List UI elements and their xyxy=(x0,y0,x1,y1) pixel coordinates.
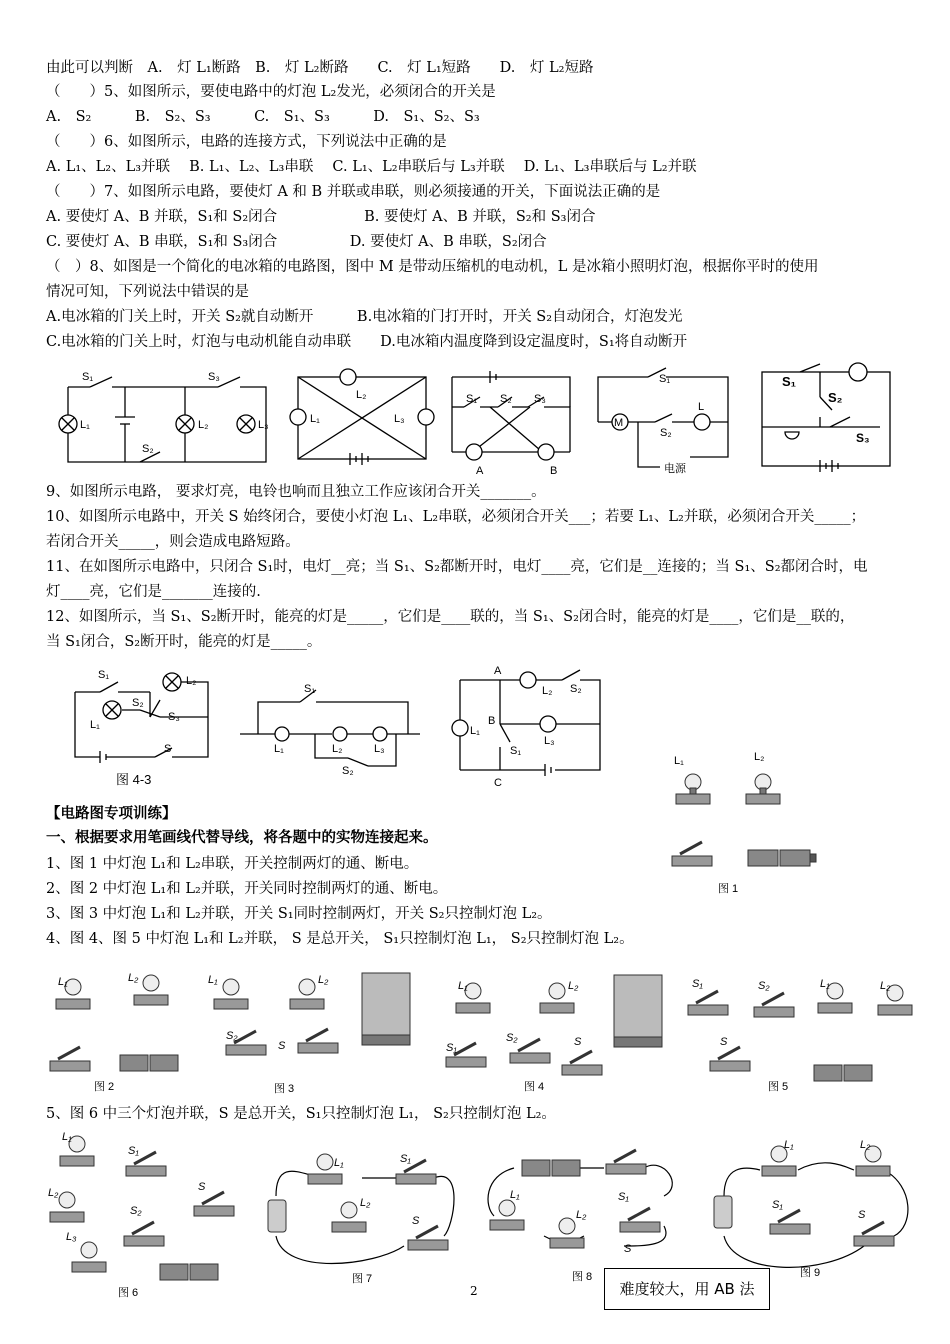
question-5: （ ）5、如图所示，要使电路中的灯泡 L₂发光，必须闭合的开关是 xyxy=(46,84,496,100)
label-l1: L₁ xyxy=(310,413,320,425)
caption-fig-1: 图 1 xyxy=(718,883,739,895)
label-s3: S₃ xyxy=(168,711,180,723)
question-11: 11、在如图所示电路中，只闭合 S₁时，电灯__亮；当 S₁、S₂都断开时，电灯____亮，它们是__连接的；当 S₁、S₂都闭合时，电 xyxy=(46,559,868,575)
question-8-options-cd: C.电冰箱的门关上时，灯泡与电动机能自动串联 D.电冰箱内温度降到设定温度时，S₁将自动断开 xyxy=(46,334,688,350)
label-l2: L₂ xyxy=(128,972,139,984)
label-l1: L₁ xyxy=(334,1157,344,1169)
label-s2: S₂ xyxy=(506,1032,518,1044)
label-l1: L₁ xyxy=(510,1189,520,1201)
label-l3: L₃ xyxy=(258,419,269,431)
bulb-icon xyxy=(550,1218,584,1248)
text-line: 由此可以判断 A. 灯 L₁断路 B. 灯 L₂断路 C. 灯 L₁短路 D. 灯 L₂短路 xyxy=(46,60,594,76)
label-s1: S₁ xyxy=(772,1199,783,1211)
battery-icon xyxy=(714,1196,732,1228)
question-10: 10、如图所示电路中，开关 S 始终闭合，要使小灯泡 L₁、L₂串联，必须闭合开关___；若要 L₁、L₂并联，必须闭合开关_____； xyxy=(46,509,866,525)
label-power: 电源 xyxy=(664,463,686,475)
question-8-options-ab: A.电冰箱的门关上时，开关 S₂就自动断开 B.电冰箱的门打开时，开关 S₂自动闭合，灯泡发光 xyxy=(46,309,683,325)
label-s2: S₂ xyxy=(130,1205,142,1217)
label-l3: L₃ xyxy=(544,735,555,747)
circuit-q7 xyxy=(452,371,570,460)
caption-fig-6: 图 6 xyxy=(118,1287,139,1299)
switch-icon xyxy=(194,1192,234,1216)
label-s: S xyxy=(624,1243,632,1255)
label-s2: S₂ xyxy=(828,390,843,405)
label-l2: L₂ xyxy=(332,743,343,755)
label-l2: L₂ xyxy=(860,1139,871,1151)
label-l2: L₂ xyxy=(318,974,329,986)
page-number: 2 xyxy=(470,1284,478,1298)
label-s3: S₃ xyxy=(856,431,870,445)
label-l1: L₁ xyxy=(90,719,100,731)
switch-icon xyxy=(854,1222,894,1246)
switch-icon xyxy=(710,1047,750,1071)
wires-fig-9 xyxy=(724,1163,908,1268)
figure-1 xyxy=(668,750,828,890)
label-l2: L₂ xyxy=(48,1187,59,1199)
label-l1: L₁ xyxy=(470,725,480,737)
label-s2: S₂ xyxy=(570,683,582,695)
label-s2: S₂ xyxy=(342,765,354,777)
bulb-icon xyxy=(746,774,780,804)
label-s3: S₃ xyxy=(534,393,546,405)
label-l1: L₁ xyxy=(784,1139,794,1151)
label-l1: L₁ xyxy=(458,980,468,992)
caption-fig-4: 图 4 xyxy=(524,1081,545,1093)
label-s: S xyxy=(574,1036,582,1048)
battery-icon xyxy=(120,1055,178,1071)
label-l1: L₁ xyxy=(674,755,684,767)
question-8: （ ）8、如图是一个简化的电冰箱的电路图，图中 M 是带动压缩机的电动机，L 是冰箱小照明灯泡，根据你平时的使用 xyxy=(46,259,819,275)
switch-icon xyxy=(606,1150,646,1174)
task-2: 2、图 2 中灯泡 L₁和 L₂并联，开关同时控制两灯的通、断电。 xyxy=(46,881,448,897)
switch-icon xyxy=(770,1210,810,1234)
battery-icon xyxy=(748,850,816,866)
label-l1: L₁ xyxy=(820,978,830,990)
battery-icon xyxy=(268,1200,286,1232)
label-s: S xyxy=(412,1215,420,1227)
label-s1: S₁ xyxy=(692,978,703,990)
label-s1: S₁ xyxy=(400,1153,411,1165)
battery-icon xyxy=(522,1160,580,1176)
label-l1: L₁ xyxy=(62,1131,72,1143)
question-10-cont: 若闭合开关_____，则会造成电路短路。 xyxy=(46,534,300,550)
task-4: 4、图 4、图 5 中灯泡 L₁和 L₂并联， S 是总开关， S₁只控制灯泡 L₁， S₂只控制灯泡 L₂。 xyxy=(46,931,634,947)
label-l2: L₂ xyxy=(576,1209,587,1221)
label-a: A xyxy=(494,665,502,677)
label-s: S xyxy=(164,743,172,755)
label-l: L xyxy=(698,401,705,413)
question-11-cont: 灯____亮，它们是_______连接的. xyxy=(46,584,261,600)
switch-icon xyxy=(562,1051,602,1075)
question-5-options: A. S₂ B. S₂、S₃ C. S₁、S₃ D. S₁、S₂、S₃ xyxy=(46,109,480,125)
label-s: S xyxy=(858,1209,866,1221)
switch-icon xyxy=(688,991,728,1015)
label-l3: L₃ xyxy=(66,1231,77,1243)
label-s1: S₁ xyxy=(128,1145,139,1157)
label-s3: S₃ xyxy=(208,371,220,383)
label-s2: S₂ xyxy=(758,980,770,992)
question-6-options: A. L₁、L₂、L₃并联 B. L₁、L₂、L₃串联 C. L₁、L₂串联后与 L₃并联 D. L₁、L₃串联后与 L₂并联 xyxy=(46,159,697,175)
label-l2: L₂ xyxy=(542,685,553,697)
label-s1: S₁ xyxy=(466,393,478,405)
task-1: 1、图 1 中灯泡 L₁和 L₂串联，开关控制两灯的通、断电。 xyxy=(46,856,419,872)
task-5: 5、图 6 中三个灯泡并联，S 是总开关，S₁只控制灯泡 L₁， S₂只控制灯泡 L₂。 xyxy=(46,1106,556,1122)
caption-fig-9: 图 9 xyxy=(800,1267,821,1279)
caption-fig-2: 图 2 xyxy=(94,1081,115,1093)
task-3: 3、图 3 中灯泡 L₁和 L₂并联，开关 S₁同时控制两灯，开关 S₂只控制灯泡 L₂。 xyxy=(46,906,552,922)
label-s1: S₁ xyxy=(659,373,671,385)
label-s: S xyxy=(278,1040,286,1052)
label-s1: S₁ xyxy=(446,1042,457,1054)
label-l2: L₂ xyxy=(360,1197,371,1209)
question-7-options-ab: A. 要使灯 A、B 并联，S₁和 S₂闭合 B. 要使灯 A、B 并联，S₂和 S₃闭合 xyxy=(46,209,596,225)
question-7: （ ）7、如图所示电路，要使灯 A 和 B 并联或串联，则必须接通的开关，下面说法正确的是 xyxy=(46,184,661,200)
label-a: A xyxy=(476,465,484,477)
label-l3: L₃ xyxy=(374,743,385,755)
battery-icon xyxy=(614,975,662,1047)
label-l1: L₁ xyxy=(208,974,218,986)
section-title: 【电路图专项训练】 xyxy=(46,806,177,822)
label-l2: L₂ xyxy=(880,980,891,992)
wires-fig-8 xyxy=(488,1165,672,1246)
caption-fig-5: 图 5 xyxy=(768,1081,789,1093)
label-l2: L₂ xyxy=(754,751,765,763)
bulb-icon xyxy=(676,774,710,804)
circuit-q5 xyxy=(59,377,266,462)
label-l2: L₂ xyxy=(356,389,367,401)
bulb-icon xyxy=(214,979,248,1009)
circuit-q11 xyxy=(240,690,420,766)
bulb-icon xyxy=(490,1200,524,1230)
question-12: 12、如图所示，当 S₁、S₂断开时，能亮的灯是_____，它们是____联的，当 S₁、S₂闭合时，能亮的灯是____，它们是__联的， xyxy=(46,609,855,625)
battery-icon xyxy=(160,1264,218,1280)
label-l2: L₂ xyxy=(198,419,209,431)
figures-2-5 xyxy=(44,965,924,1085)
label-s1: S₁ xyxy=(304,683,316,695)
label-s1: S₁ xyxy=(782,374,797,389)
label-l3: L₃ xyxy=(394,413,405,425)
label-s: S xyxy=(720,1036,728,1048)
question-6: （ ）6、如图所示，电路的连接方式，下列说法中正确的是 xyxy=(46,134,447,150)
question-12-cont: 当 S₁闭合，S₂断开时，能亮的灯是_____。 xyxy=(46,634,322,650)
switch-icon xyxy=(672,842,712,866)
battery-icon xyxy=(362,973,410,1045)
question-9: 9、如图所示电路， 要求灯亮，电铃也响而且独立工作应该闭合开关_______。 xyxy=(46,484,546,500)
label-s2: S₂ xyxy=(132,697,144,709)
label-b: B xyxy=(550,465,558,477)
section-instruction: 一、根据要求用笔画线代替导线，将各题中的实物连接起来。 xyxy=(46,830,438,846)
label-m: M xyxy=(614,417,624,429)
label-b: B xyxy=(488,715,496,727)
label-l1: L₁ xyxy=(58,976,68,988)
label-s1: S₁ xyxy=(510,745,522,757)
label-s: S xyxy=(198,1181,206,1193)
switch-icon xyxy=(50,1047,90,1071)
label-s1: S₁ xyxy=(98,669,110,681)
circuit-diagrams-row-2 xyxy=(60,662,620,792)
switch-icon xyxy=(124,1222,164,1246)
label-s2: S₂ xyxy=(660,427,672,439)
circuit-diagrams-row-1 xyxy=(50,362,910,482)
figures-6-9 xyxy=(44,1126,924,1296)
switch-icon xyxy=(754,993,794,1017)
switch-icon xyxy=(408,1226,448,1250)
caption-fig-3: 图 3 xyxy=(274,1083,295,1095)
label-l2: L₂ xyxy=(186,675,197,687)
caption-fig-8: 图 8 xyxy=(572,1271,593,1283)
label-l1: L₁ xyxy=(274,743,284,755)
label-s2: S₂ xyxy=(500,393,512,405)
question-8-cont: 情况可知，下列说法中错误的是 xyxy=(46,284,249,300)
battery-icon xyxy=(814,1065,872,1081)
label-s1: S₁ xyxy=(618,1191,629,1203)
label-l1: L₁ xyxy=(80,419,90,431)
label-s1: S₁ xyxy=(82,371,94,383)
label-s2: S₂ xyxy=(142,443,154,455)
switch-icon xyxy=(620,1208,660,1232)
label-fig-4-3: 图 4-3 xyxy=(116,772,152,787)
label-c: C xyxy=(494,777,502,789)
note-box: 难度较大，用 AB 法 xyxy=(604,1268,770,1310)
label-l2: L₂ xyxy=(568,980,579,992)
bulb-icon xyxy=(72,1242,106,1272)
label-s2: S₂ xyxy=(226,1030,238,1042)
question-7-options-cd: C. 要使灯 A、B 串联，S₁和 S₃闭合 D. 要使灯 A、B 串联，S₂闭合 xyxy=(46,234,547,250)
caption-fig-7: 图 7 xyxy=(352,1273,373,1285)
bulb-icon xyxy=(134,975,168,1005)
switch-icon xyxy=(298,1029,338,1053)
